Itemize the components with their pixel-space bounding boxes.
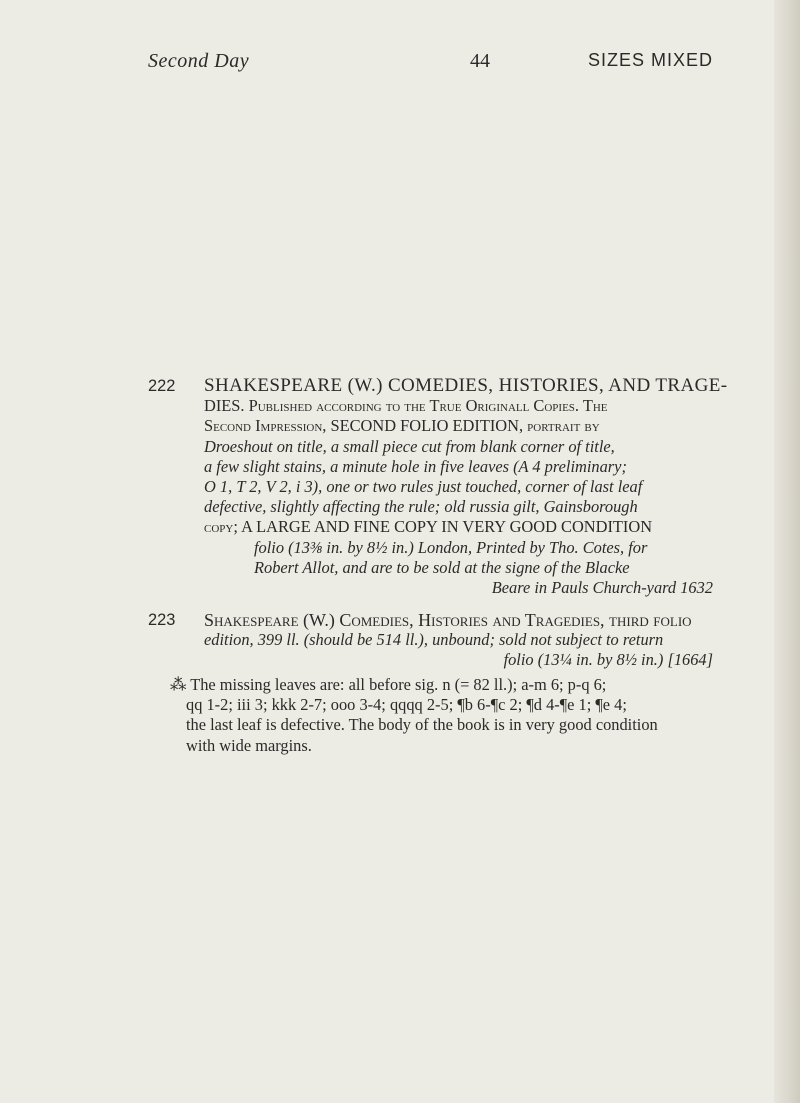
lot-line: a few slight stains, a minute hole in five leaves (A 4 preliminary; — [204, 456, 627, 476]
lot-line: Second Impression, SECOND FOLIO EDITION, portrait by — [204, 416, 600, 436]
lot-imprint-line: folio (13¼ in. by 8½ in.) [1664] — [503, 650, 713, 670]
lot-description — [148, 375, 728, 598]
page-edge-shadow — [774, 0, 800, 1103]
lot-number: 222 — [148, 377, 176, 395]
lot-title-line: Shakespeare (W.) Comedies, Histories and Tragedies, third folio — [204, 610, 692, 630]
note-line: ⁂ The missing leaves are: all before sig. n (= 82 ll.); a-m 6; p-q 6; — [170, 675, 607, 694]
header-section: SIZES MIXED — [587, 50, 713, 70]
lot-line: defective, slightly affecting the rule; old russia gilt, Gainsborough — [204, 497, 638, 517]
lot-title-line: SHAKESPEARE (W.) COMEDIES, HISTORIES, AND TRAGE- — [204, 375, 728, 396]
note-line: with wide margins. — [186, 735, 312, 755]
lot-number: 223 — [148, 611, 176, 629]
lot-imprint-line: folio (13⅜ in. by 8½ in.) London, Printed by Tho. Cotes, for — [254, 537, 648, 557]
lot-description — [148, 610, 713, 671]
running-header — [148, 50, 713, 78]
lot-note — [170, 675, 715, 756]
lot-imprint-line: Beare in Pauls Church-yard 1632 — [491, 578, 713, 598]
lot-line: O 1, T 2, V 2, i 3), one or two rules just touched, corner of last leaf — [204, 477, 643, 497]
lot-imprint-line: Robert Allot, and are to be sold at the signe of the Blacke — [254, 557, 630, 577]
note-line: qq 1-2; iii 3; kkk 2-7; ooo 3-4; qqqq 2-5; ¶b 6-¶c 2; ¶d 4-¶e 1; ¶e 4; — [186, 695, 627, 715]
lot-line: DIES. Published according to the True Originall Copies. The — [204, 396, 608, 416]
lot-condition-line: copy; A LARGE AND FINE COPY IN VERY GOOD CONDITION — [204, 517, 653, 537]
note-line: the last leaf is defective. The body of the book is in very good condition — [186, 715, 658, 735]
header-day: Second Day — [148, 50, 250, 72]
page-number: 44 — [470, 50, 490, 72]
lot-line: Droeshout on title, a small piece cut from blank corner of title, — [204, 436, 615, 456]
lot-line: edition, 399 ll. (should be 514 ll.), unbound; sold not subject to return — [204, 630, 664, 650]
